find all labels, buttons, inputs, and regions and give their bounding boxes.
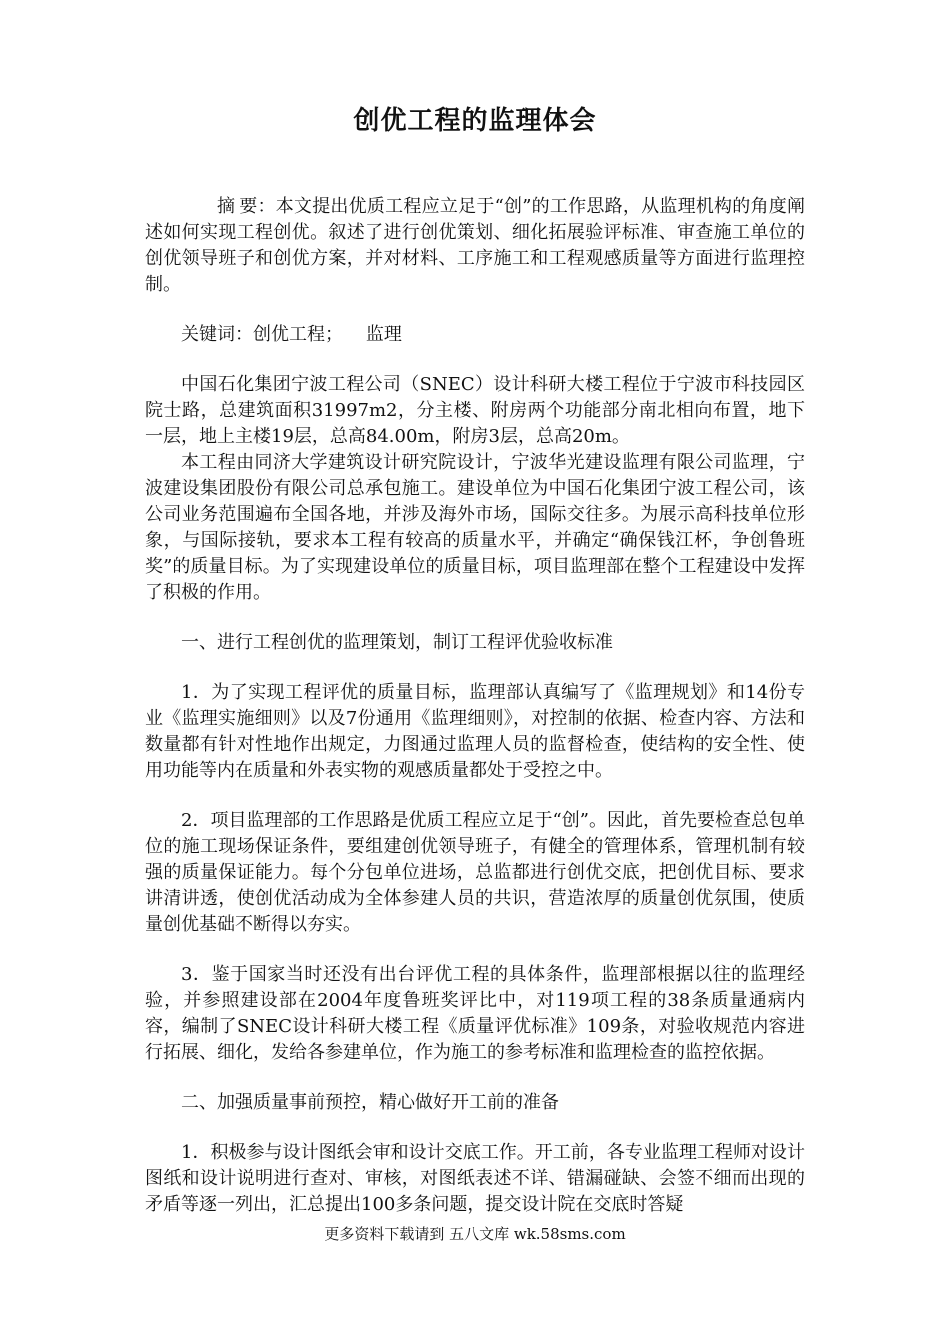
document-body <box>145 194 805 1218</box>
section-heading: 一、进行工程创优的监理策划，制订工程评优验收标准 <box>181 632 613 653</box>
abstract-label-2: 要： <box>239 196 276 217</box>
abstract-text: 本文提出优质工程应立足于“创”的工作思路，从监理机构的角度阐述如何实现工程创优。叙述了进行创优策划、细化拓展验评标准、审查施工单位的创优领导班子和创优方案，并对材料、工序施工和工程观感质量等方面进行监理控制。 <box>145 196 806 295</box>
body-paragraph: 2．项目监理部的工作思路是优质工程应立足于“创”。因此，首先要检查总包单位的施工现场保证条件，要组建创优领导班子，有健全的管理体系，管理机制有较强的质量保证能力。每个分包单位进场，总监都进行创优交底，把创优目标、要求讲清讲透，使创优活动成为全体参建人员的共识，营造浓厚的质量创优氛围，使质量创优基础不断得以夯实。 <box>145 810 805 935</box>
footer-download-link[interactable]: 更多资料下载请到 五八文库 wk.58sms.com <box>324 1225 626 1243</box>
body-paragraph: 3．鉴于国家当时还没有出台评优工程的具体条件，监理部根据以往的监理经验，并参照建设部在2004年度鲁班奖评比中，对119项工程的38条质量通病内容，编制了SNEC设计科研大楼工程《质量评优标准》109条，对验收规范内容进行拓展、细化，发给各参建单位，作为施工的参考标准和监理检查的监控依据。 <box>145 964 805 1063</box>
body-paragraph: 1．为了实现工程评优的质量目标，监理部认真编写了《监理规划》和14份专业《监理实施细则》以及7份通用《监理细则》，对控制的依据、检查内容、方法和数量都有针对性地作出规定，力图通过监理人员的监督检查，使结构的安全性、使用功能等内在质量和外表实物的观感质量都处于受控之中。 <box>145 682 805 781</box>
body-paragraph: 中国石化集团宁波工程公司（SNEC）设计科研大楼工程位于宁波市科技园区院士路，总建筑面积31997m2，分主楼、附房两个功能部分南北相向布置，地下一层，地上主楼19层，总高84.00m，附房3层，总高20m。 <box>145 374 805 447</box>
section-heading: 二、加强质量事前预控，精心做好开工前的准备 <box>181 1092 559 1113</box>
body-paragraph: 本工程由同济大学建筑设计研究院设计，宁波华光建设监理有限公司监理，宁波建设集团股份有限公司总承包施工。建设单位为中国石化集团宁波工程公司，该公司业务范围遍布全国各地，并涉及海外市场，国际交往多。为展示高科技单位形象，与国际接轨，要求本工程有较高的质量水平，并确定“确保钱江杯，争创鲁班奖”的质量目标。为了实现建设单位的质量目标，项目监理部在整个工程建设中发挥了积极的作用。 <box>145 452 805 603</box>
abstract-label-1: 摘 <box>217 196 235 217</box>
keywords-line: 关键词：创优工程； 监理 <box>181 324 402 345</box>
page-title: 创优工程的监理体会 <box>353 106 597 136</box>
body-paragraph: 1．积极参与设计图纸会审和设计交底工作。开工前，各专业监理工程师对设计图纸和设计说明进行查对、审核，对图纸表述不详、错漏碰缺、会签不细而出现的矛盾等逐一列出，汇总提出100多条问题，提交设计院在交底时答疑 <box>145 1142 805 1215</box>
abstract-paragraph <box>145 194 805 298</box>
